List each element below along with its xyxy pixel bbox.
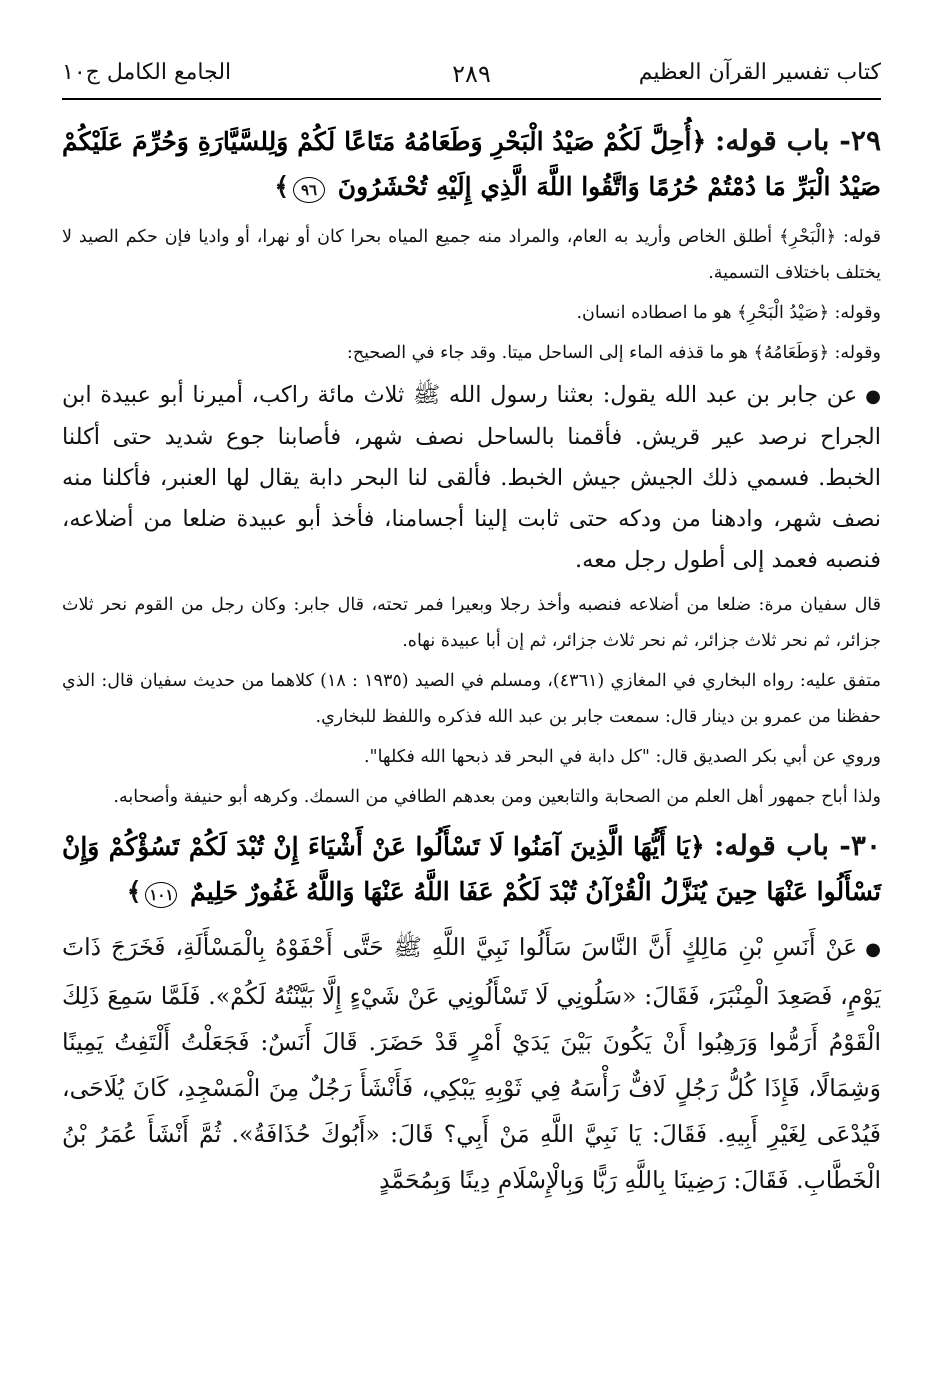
volume-title: الجامع الكامل ج١٠ (62, 60, 232, 85)
commentary-paragraph: وقوله: ﴿وَطَعَامُهُ﴾ هو ما قذفه الماء إلى الساحل ميتا. وقد جاء في الصحيح: (346, 343, 881, 363)
commentary-paragraph: قال سفيان مرة: ضلعا من أضلاعه فنصبه وأخذ رجلا وبعيرا فمر تحته، قال جابر: وكان رجل من القوم نحر ثلاث جزائر، ثم نحر ثلاث جزائر، ثم نحر ثلاث جزائر، ثم إن أبا عبيدة نهاه. (62, 595, 881, 651)
hadith-text: عَنْ أَنَسِ بْنِ مَالِكٍ أَنَّ النَّاسَ سَأَلُوا نَبِيَّ اللَّهِ ﷺ حَتَّى أَحْفَوْهُ بِالْمَسْأَلَةِ، فَخَرَجَ ذَاتَ يَوْمٍ، فَصَعِدَ الْمِنْبَرَ، فَقَالَ: «سَلُونِي لَا تَسْأَلُونِي عَنْ شَيْءٍ إِلَّا بَيَّنْتُهُ لَكُمْ». فَلَمَّا سَمِعَ ذَلِكَ الْقَوْمُ أَرَمُّوا وَرَهِبُوا أَنْ يَكُونَ بَيْنَ يَدَيْ أَمْرٍ قَدْ حَضَرَ. قَالَ أَنَسٌ: فَجَعَلْتُ أَلْتَفِتُ يَمِينًا وَشِمَالًا، فَإِذَا كُلُّ رَجُلٍ لَافٌّ رَأْسَهُ فِي ثَوْبِهِ يَبْكِي، فَأَنْشَأَ رَجُلٌ مِنَ الْمَسْجِدِ، كَانَ يُلَاحَى، فَيُدْعَى لِغَيْرِ أَبِيهِ. فَقَالَ: يَا نَبِيَّ اللَّهِ مَنْ أَبِي؟ قَالَ: «أَبُوكَ حُذَافَةُ». ثُمَّ أَنْشَأَ عُمَرُ بْنُ الْخَطَّابِ. فَقَالَ: رَضِينَا بِاللَّهِ رَبًّا وَبِالْإِسْلَامِ دِينًا وَبِمُحَمَّدٍ (62, 933, 881, 1194)
commentary-paragraph: ولذا أباح جمهور أهل العلم من الصحابة والتابعين ومن بعدهم الطافي من السمك. وكرهه أبو حنيفة وأصحابه. (113, 787, 881, 807)
hadith-paragraph (62, 375, 881, 581)
hadith-paragraph (62, 924, 881, 1203)
quran-verse: ﴿يَا أَيُّهَا الَّذِينَ آمَنُوا لَا تَسْأَلُوا عَنْ أَشْيَاءَ إِنْ تُبْدَ لَكُمْ تَسُؤْكُمْ وَإِنْ تَسْأَلُوا عَنْهَا حِينَ يُنَزَّلُ الْقُرْآنُ تُبْدَ لَكُمْ عَفَا اللَّهُ عَنْهَا وَاللَّهُ غَفُورٌ حَلِيمٌ (62, 832, 881, 906)
page-header (62, 56, 881, 100)
quran-verse: ﴿أُحِلَّ لَكُمْ صَيْدُ الْبَحْرِ وَطَعَامُهُ مَتَاعًا لَكُمْ وَلِلسَّيَّارَةِ وَحُرِّمَ عَلَيْكُمْ صَيْدُ الْبَرِّ مَا دُمْتُمْ حُرُمًا وَاتَّقُوا اللَّهَ الَّذِي إِلَيْهِ تُحْشَرُونَ (62, 127, 881, 201)
bullet-icon: ● (865, 386, 881, 407)
chapter-heading-29 (62, 118, 881, 209)
commentary-paragraph: وقوله: ﴿صَيْدُ الْبَحْرِ﴾ هو ما اصطاده انسان. (576, 303, 881, 323)
page-number: ٢٨٩ (452, 60, 491, 88)
verse-close-bracket: ﴾ (126, 877, 142, 906)
hadith-text: عن جابر بن عبد الله يقول: بعثنا رسول الله ﷺ ثلاث مائة راكب، أميرنا أبو عبيدة ابن الجراح نرصد عير قريش. فأقمنا بالساحل نصف شهر، فأصابنا جوع شديد حتى أكلنا الخبط. فسمي ذلك الجيش جيش الخبط. فألقى لنا البحر دابة يقال لها العنبر، فأكلنا منه نصف شهر، وادهنا من ودكه حتى ثابت إلينا أجسامنا، فأخذ أبو عبيدة ضلعا من أضلاعه، فنصبه فعمد إلى أطول رجل معه. (62, 382, 881, 573)
book-title: كتاب تفسير القرآن العظيم (638, 60, 881, 85)
bullet-icon: ● (865, 939, 881, 960)
commentary-paragraph: قوله: ﴿الْبَحْرِ﴾ أطلق الخاص وأريد به العام، والمراد منه جميع المياه بحرا كان أو نهرا، أو واديا فإن حكم الصيد لا يختلف باختلاف التسمية. (62, 227, 881, 283)
page-content (62, 118, 881, 1203)
chapter-heading-30 (62, 823, 881, 914)
commentary-paragraph: وروي عن أبي بكر الصديق قال: "كل دابة في البحر قد ذبحها الله فكلها". (363, 747, 881, 767)
chapter-prefix: ٢٩- باب قوله: (715, 124, 881, 157)
citation-paragraph: متفق عليه: رواه البخاري في المغازي (٤٣٦١)، ومسلم في الصيد (١٩٣٥ : ١٨) كلاهما من حديث سفيان قال: الذي حفظنا من عمرو بن دينار قال: سمعت جابر بن عبد الله فذكره واللفظ للبخاري. (62, 671, 881, 727)
ayah-number: ١٠١ (145, 882, 177, 908)
chapter-prefix: ٣٠- باب قوله: (714, 829, 881, 862)
verse-close-bracket: ﴾ (274, 172, 290, 201)
ayah-number: ٩٦ (293, 177, 325, 203)
